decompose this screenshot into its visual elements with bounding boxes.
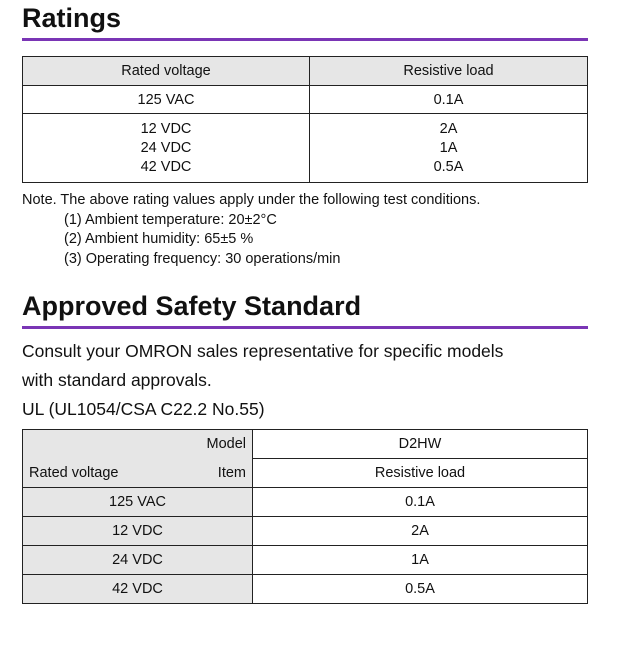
cell-load: 1A bbox=[439, 140, 458, 156]
model-label: Model bbox=[23, 430, 253, 459]
header-resistive-load: Resistive load bbox=[310, 57, 588, 86]
cell-voltage: 125 VAC bbox=[23, 86, 310, 114]
cell-voltage: 42 VDC bbox=[23, 575, 253, 604]
ul-standard-label: UL (UL1054/CSA C22.2 No.55) bbox=[22, 399, 265, 419]
cell-voltage-group bbox=[23, 114, 310, 183]
model-value: D2HW bbox=[253, 430, 588, 459]
consult-text-line2: with standard approvals. bbox=[22, 370, 212, 390]
table-header-row bbox=[23, 430, 588, 459]
cell-load: 0.5A bbox=[253, 575, 588, 604]
cell-voltage: 42 VDC bbox=[140, 159, 192, 175]
cell-load: 1A bbox=[253, 546, 588, 575]
cell-load: 0.1A bbox=[253, 488, 588, 517]
header-rated-voltage: Rated voltage bbox=[23, 57, 310, 86]
test-conditions-note bbox=[22, 191, 480, 269]
cell-voltage: 125 VAC bbox=[23, 488, 253, 517]
table-row bbox=[23, 488, 588, 517]
table-header-row bbox=[23, 57, 588, 86]
cell-load: 0.5A bbox=[433, 159, 464, 175]
table-row bbox=[23, 86, 588, 114]
consult-text-line1: Consult your OMRON sales representative for specific models bbox=[22, 341, 504, 361]
item-value: Resistive load bbox=[253, 459, 588, 488]
ul-ratings-table bbox=[22, 429, 588, 604]
cell-load-group bbox=[310, 114, 588, 183]
ratings-divider bbox=[22, 38, 588, 41]
note-item: (2) Ambient humidity: 65±5 % bbox=[64, 231, 254, 247]
cell-voltage: 12 VDC bbox=[23, 517, 253, 546]
ratings-table bbox=[22, 56, 588, 183]
header-labels bbox=[23, 459, 253, 488]
safety-title: Approved Safety Standard bbox=[22, 291, 362, 321]
note-item: (3) Operating frequency: 30 operations/min bbox=[64, 250, 341, 267]
table-row bbox=[23, 575, 588, 604]
table-row bbox=[23, 114, 588, 183]
safety-divider bbox=[22, 326, 588, 329]
ratings-title: Ratings bbox=[22, 3, 122, 33]
cell-load: 2A bbox=[253, 517, 588, 546]
table-header-row bbox=[23, 459, 588, 488]
note-item: (1) Ambient temperature: 20±2°C bbox=[64, 211, 277, 228]
cell-load: 0.1A bbox=[310, 86, 588, 114]
cell-load: 2A bbox=[439, 121, 458, 137]
item-label: Item bbox=[217, 464, 246, 481]
note-lead: Note. The above rating values apply under the following test conditions. bbox=[22, 192, 481, 208]
cell-voltage: 12 VDC bbox=[140, 121, 192, 137]
cell-voltage: 24 VDC bbox=[23, 546, 253, 575]
rated-voltage-label: Rated voltage bbox=[29, 464, 119, 481]
table-row bbox=[23, 546, 588, 575]
table-row bbox=[23, 517, 588, 546]
cell-voltage: 24 VDC bbox=[140, 140, 192, 156]
